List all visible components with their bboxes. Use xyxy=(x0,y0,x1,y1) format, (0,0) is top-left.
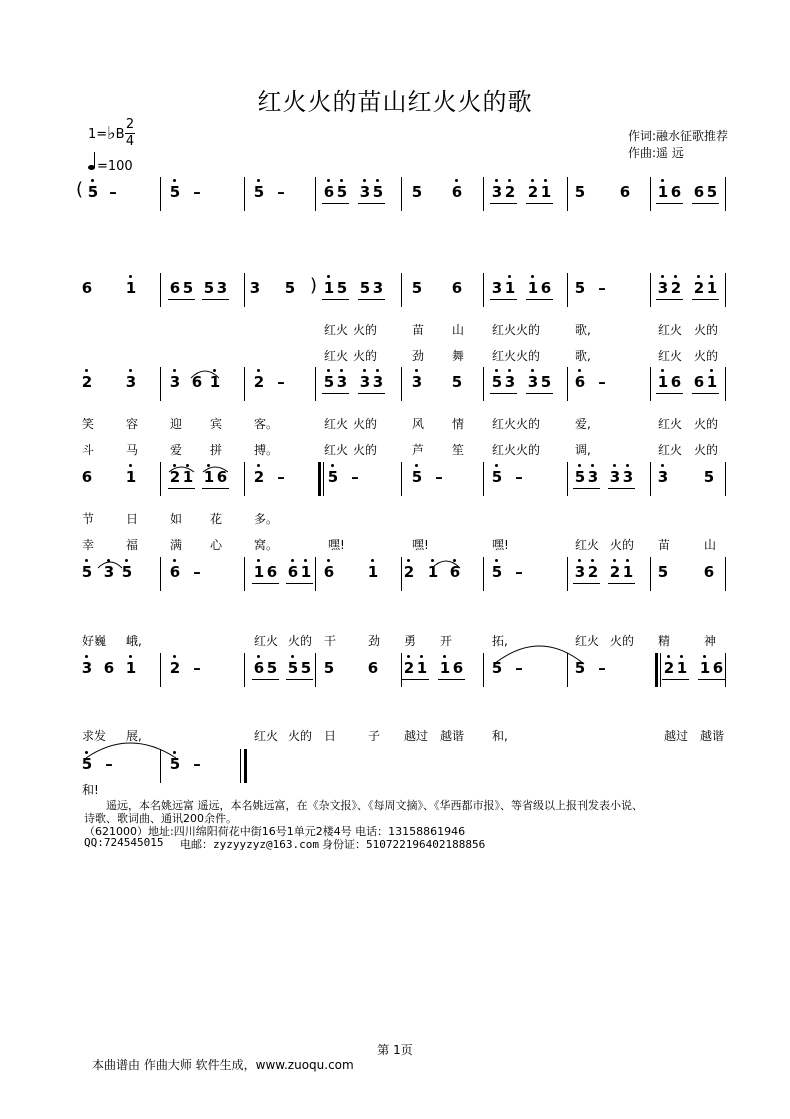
lyric-syllable: 红火 xyxy=(254,729,279,743)
note: 1 xyxy=(323,279,335,297)
lyric-syllable: 火的 xyxy=(694,417,719,431)
flat-sign: ♭ xyxy=(107,123,116,144)
dash: – xyxy=(515,659,523,677)
lyric-syllable: 迎 xyxy=(170,417,183,431)
lyric-syllable: 火的 xyxy=(516,323,541,337)
note: 3 xyxy=(491,279,503,297)
note: 5 xyxy=(336,183,348,201)
note: 6 xyxy=(670,183,682,201)
time-beats: 2 xyxy=(125,117,135,132)
lyric-syllable: 和! xyxy=(82,783,99,797)
note: 6 xyxy=(670,373,682,391)
note: 5 xyxy=(169,755,181,773)
lyric-syllable: 火的 xyxy=(694,323,719,337)
note: 5 xyxy=(574,659,586,677)
note: 6 xyxy=(451,183,463,201)
bio-line-2: 诗歌、歌词曲、通讯200余件。 xyxy=(84,812,237,825)
note: 2 xyxy=(403,659,415,677)
note: 6 xyxy=(323,563,335,581)
note: 5 xyxy=(574,468,586,486)
lyric-syllable: 风 xyxy=(412,417,425,431)
note: 1 xyxy=(622,563,634,581)
note: 1 xyxy=(125,279,137,297)
note: 5 xyxy=(182,279,194,297)
lyric-syllable: 苗 xyxy=(658,538,671,552)
lyric-syllable: 干 xyxy=(324,634,337,648)
lyric-syllable: 神 xyxy=(704,634,717,648)
lyric-syllable: 火的 xyxy=(353,417,378,431)
lyric-syllable: 斗 xyxy=(82,443,95,457)
note: 3 xyxy=(103,563,115,581)
lyric-syllable: 多。 xyxy=(254,512,279,526)
dash: – xyxy=(598,373,606,391)
lyric-syllable: 情 xyxy=(452,417,465,431)
lyric-syllable: 嘿! xyxy=(328,538,345,552)
dash: – xyxy=(193,755,201,773)
note: 1 xyxy=(699,659,711,677)
note: 5 xyxy=(287,659,299,677)
dash: – xyxy=(193,183,201,201)
note: 2 xyxy=(253,373,265,391)
note: 5 xyxy=(169,183,181,201)
lyric-syllable: 容 xyxy=(126,417,139,431)
lyric-syllable: 好巍 xyxy=(82,634,107,648)
lyric-syllable: 红火 xyxy=(658,443,683,457)
qq-number: QQ:724545015 xyxy=(84,836,164,849)
lyric-syllable: 日 xyxy=(126,512,139,526)
lyric-syllable: 火的 xyxy=(610,634,635,648)
lyric-syllable: 红火 xyxy=(324,323,349,337)
note: 1 xyxy=(253,563,265,581)
dash: – xyxy=(515,468,523,486)
lyric-syllable: 红火 xyxy=(324,349,349,363)
lyric-syllable: 展, xyxy=(126,729,142,743)
note: 6 xyxy=(191,373,203,391)
dash: – xyxy=(515,563,523,581)
lyric-syllable: 红火 xyxy=(254,634,279,648)
note: 3 xyxy=(609,468,621,486)
slur xyxy=(191,371,219,378)
id-number: 身份证：510722196402188856 xyxy=(322,838,486,851)
dash: – xyxy=(351,468,359,486)
lyric-syllable: 心 xyxy=(210,538,223,552)
lyric-syllable: 红火 xyxy=(575,634,600,648)
note: 2 xyxy=(609,563,621,581)
dash: – xyxy=(277,373,285,391)
note: 6 xyxy=(81,468,93,486)
lyric-syllable: 芦 xyxy=(412,443,425,457)
lyric-syllable: 越过 xyxy=(404,729,429,743)
lyric-syllable: 火的 xyxy=(288,729,313,743)
note: 1 xyxy=(203,468,215,486)
note: 3 xyxy=(81,659,93,677)
dash: – xyxy=(193,563,201,581)
slur xyxy=(86,743,176,758)
note: 1 xyxy=(706,373,718,391)
lyric-syllable: 爱, xyxy=(575,417,591,431)
lyric-syllable: 精 xyxy=(658,634,671,648)
page-number: 第 1页 xyxy=(377,1043,413,1057)
lyric-syllable: 火的 xyxy=(353,349,378,363)
lyric-syllable: 红火 xyxy=(492,349,517,363)
note: 3 xyxy=(657,468,669,486)
generator-credit: 本曲谱由 作曲大师 软件生成，www.zuoqu.com xyxy=(92,1058,354,1072)
lyric-syllable: 红火 xyxy=(658,323,683,337)
note: 5 xyxy=(359,279,371,297)
note: 3 xyxy=(587,468,599,486)
dash: – xyxy=(598,279,606,297)
note: 5 xyxy=(451,373,463,391)
lyric-syllable: 满 xyxy=(170,538,183,552)
note: 2 xyxy=(587,563,599,581)
lyric-syllable: 红火 xyxy=(492,323,517,337)
lyric-syllable: 舞 xyxy=(452,349,465,363)
note: 6 xyxy=(619,183,631,201)
note: 3 xyxy=(491,183,503,201)
note: 3 xyxy=(622,468,634,486)
note: 3 xyxy=(336,373,348,391)
note: 5 xyxy=(706,183,718,201)
note: 5 xyxy=(703,468,715,486)
note: 5 xyxy=(203,279,215,297)
lyric-syllable: 劲 xyxy=(412,349,425,363)
note: 6 xyxy=(169,279,181,297)
lyric-syllable: 勇 xyxy=(404,634,417,648)
lyric-syllable: 火的 xyxy=(516,417,541,431)
lyric-syllable: 窝。 xyxy=(254,538,279,552)
lyric-syllable: 宾 xyxy=(210,417,223,431)
lyric-syllable: 笑 xyxy=(82,417,95,431)
intro-close-paren: ) xyxy=(310,275,318,296)
lyric-syllable: 火的 xyxy=(288,634,313,648)
lyric-syllable: 劲 xyxy=(368,634,381,648)
note: 2 xyxy=(504,183,516,201)
note: 2 xyxy=(169,659,181,677)
note: 6 xyxy=(287,563,299,581)
lyric-syllable: 山 xyxy=(452,323,465,337)
email: 电邮：zyzyyzyz@163.com xyxy=(180,838,319,851)
lyric-syllable: 火的 xyxy=(694,349,719,363)
note: 3 xyxy=(657,279,669,297)
note: 5 xyxy=(284,279,296,297)
time-unit: 4 xyxy=(125,134,135,149)
note: 2 xyxy=(527,183,539,201)
slur xyxy=(203,467,228,472)
lyric-syllable: 花 xyxy=(210,512,223,526)
note: 1 xyxy=(657,373,669,391)
note: 3 xyxy=(249,279,261,297)
slur xyxy=(98,562,122,568)
note: 1 xyxy=(209,373,221,391)
note: 3 xyxy=(574,563,586,581)
note: 3 xyxy=(527,373,539,391)
dash: – xyxy=(105,755,113,773)
lyric-syllable: 和, xyxy=(492,729,508,743)
lyric-syllable: 红火 xyxy=(324,443,349,457)
note: 3 xyxy=(504,373,516,391)
note: 6 xyxy=(703,563,715,581)
note: 1 xyxy=(300,563,312,581)
note: 1 xyxy=(182,468,194,486)
slur xyxy=(494,646,584,664)
note: 6 xyxy=(693,373,705,391)
note: 6 xyxy=(169,563,181,581)
note: 5 xyxy=(491,373,503,391)
slur xyxy=(169,467,194,472)
lyric-syllable: 红火 xyxy=(324,417,349,431)
lyric-syllable: 歌, xyxy=(575,349,591,363)
note: 1 xyxy=(540,183,552,201)
address-line: （621000）地址:四川绵阳荷花中街16号1单元2楼4号 电话：13158861946 xyxy=(84,825,466,838)
note: 5 xyxy=(657,563,669,581)
lyric-syllable: 拼 xyxy=(210,443,223,457)
note: 5 xyxy=(87,183,99,201)
lyric-syllable: 求发 xyxy=(82,729,107,743)
note: 6 xyxy=(540,279,552,297)
note: 1 xyxy=(706,279,718,297)
note: 6 xyxy=(451,279,463,297)
lyric-syllable: 爱 xyxy=(170,443,183,457)
note: 3 xyxy=(359,373,371,391)
lyric-syllable: 火的 xyxy=(516,443,541,457)
dash: – xyxy=(277,468,285,486)
note: 5 xyxy=(121,563,133,581)
lyric-syllable: 日 xyxy=(324,729,337,743)
note: 2 xyxy=(403,563,415,581)
lyric-syllable: 越过 xyxy=(664,729,689,743)
dash: – xyxy=(193,659,201,677)
dash: – xyxy=(435,468,443,486)
lyric-syllable: 调, xyxy=(575,443,591,457)
note: 6 xyxy=(253,659,265,677)
note: 6 xyxy=(323,183,335,201)
note: 1 xyxy=(657,183,669,201)
note: 1 xyxy=(367,563,379,581)
note: 6 xyxy=(81,279,93,297)
note: 5 xyxy=(491,563,503,581)
lyric-syllable: 峨, xyxy=(126,634,142,648)
note: 2 xyxy=(670,279,682,297)
note: 5 xyxy=(253,183,265,201)
lyric-syllable: 苗 xyxy=(412,323,425,337)
note: 5 xyxy=(372,183,384,201)
lyric-syllable: 开 xyxy=(440,634,453,648)
lyric-syllable: 红火 xyxy=(658,417,683,431)
lyric-syllable: 火的 xyxy=(516,349,541,363)
note: 6 xyxy=(574,373,586,391)
lyric-syllable: 如 xyxy=(170,512,183,526)
note: 2 xyxy=(169,468,181,486)
note: 6 xyxy=(452,659,464,677)
note: 6 xyxy=(367,659,379,677)
intro-open-paren: ( xyxy=(76,179,84,200)
note: 5 xyxy=(323,659,335,677)
note: 3 xyxy=(359,183,371,201)
note: 1 xyxy=(439,659,451,677)
lyric-syllable: 笙 xyxy=(452,443,465,457)
lyric-syllable: 火的 xyxy=(610,538,635,552)
note: 5 xyxy=(411,279,423,297)
note: 6 xyxy=(103,659,115,677)
lyric-syllable: 火的 xyxy=(353,443,378,457)
lyric-syllable: 红火 xyxy=(492,443,517,457)
note: 1 xyxy=(676,659,688,677)
note: 1 xyxy=(125,659,137,677)
note: 5 xyxy=(336,279,348,297)
song-title: 红火火的苗山红火火的歌 xyxy=(257,88,533,116)
note: 5 xyxy=(411,183,423,201)
note: 3 xyxy=(216,279,228,297)
lyric-syllable: 福 xyxy=(126,538,139,552)
note: 5 xyxy=(266,659,278,677)
lyric-syllable: 越谐 xyxy=(700,729,725,743)
note: 5 xyxy=(491,468,503,486)
lyric-syllable: 红火 xyxy=(492,417,517,431)
lyric-syllable: 子 xyxy=(368,729,381,743)
note: 2 xyxy=(253,468,265,486)
lyricist-credit: 作词:融水征歌推荐 xyxy=(628,129,729,143)
note: 5 xyxy=(574,183,586,201)
note: 6 xyxy=(712,659,724,677)
lyric-syllable: 越谐 xyxy=(440,729,465,743)
lyric-syllable: 拓, xyxy=(492,634,508,648)
note: 1 xyxy=(527,279,539,297)
note: 1 xyxy=(416,659,428,677)
note: 5 xyxy=(491,659,503,677)
note: 5 xyxy=(300,659,312,677)
slur xyxy=(432,561,460,568)
note: 3 xyxy=(125,373,137,391)
lyric-syllable: 火的 xyxy=(353,323,378,337)
note: 1 xyxy=(504,279,516,297)
note: 6 xyxy=(266,563,278,581)
note: 5 xyxy=(411,468,423,486)
lyric-syllable: 马 xyxy=(126,443,139,457)
note: 5 xyxy=(574,279,586,297)
note: 6 xyxy=(216,468,228,486)
lyric-syllable: 搏。 xyxy=(254,443,279,457)
note: 3 xyxy=(372,279,384,297)
lyric-syllable: 幸 xyxy=(82,538,95,552)
lyric-syllable: 嘿! xyxy=(492,538,509,552)
note: 3 xyxy=(169,373,181,391)
note: 6 xyxy=(449,563,461,581)
lyric-syllable: 火的 xyxy=(694,443,719,457)
note: 2 xyxy=(693,279,705,297)
composer-credit: 作曲:遥 远 xyxy=(628,146,684,160)
note: 6 xyxy=(693,183,705,201)
note: 3 xyxy=(411,373,423,391)
dash: – xyxy=(598,659,606,677)
note: 5 xyxy=(323,373,335,391)
tempo-value: =100 xyxy=(97,159,133,174)
lyric-syllable: 红火 xyxy=(658,349,683,363)
note: 1 xyxy=(125,468,137,486)
lyric-syllable: 歌, xyxy=(575,323,591,337)
bio-line-1: 遥远，本名姚远富 遥远，本名姚远富，在《杂文报》、《每周文摘》、《华西都市报》、等省级以上报刊发表小说、 xyxy=(106,799,643,812)
note: 2 xyxy=(81,373,93,391)
dash: – xyxy=(109,183,117,201)
note: 5 xyxy=(327,468,339,486)
dash: – xyxy=(277,183,285,201)
lyric-syllable: 嘿! xyxy=(412,538,429,552)
lyric-syllable: 客。 xyxy=(254,417,279,431)
key-prefix: 1= xyxy=(88,127,108,142)
lyric-syllable: 红火 xyxy=(575,538,600,552)
note: 5 xyxy=(81,755,93,773)
lyric-syllable: 节 xyxy=(82,512,95,526)
note: 5 xyxy=(540,373,552,391)
note: 2 xyxy=(663,659,675,677)
lyric-syllable: 山 xyxy=(704,538,717,552)
note: 3 xyxy=(372,373,384,391)
note: 1 xyxy=(427,563,439,581)
note: 5 xyxy=(81,563,93,581)
key-note: B xyxy=(115,127,125,142)
